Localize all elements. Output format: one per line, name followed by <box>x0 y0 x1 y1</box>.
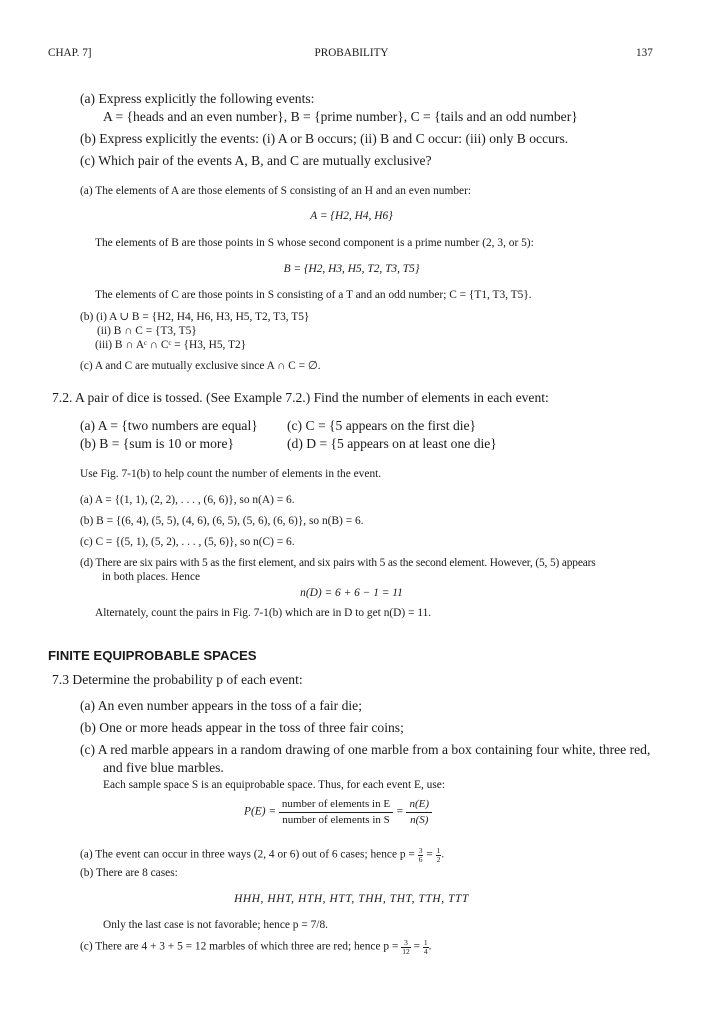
solution-73-a <box>80 847 444 864</box>
formula-numerator: number of elements in E <box>279 798 393 813</box>
problem-71-part-c: (c) Which pair of the events A, B, and C are mutually exclusive? <box>80 153 432 168</box>
formula-lhs: P(E) = <box>244 805 277 818</box>
equals-sign: = <box>426 848 433 861</box>
fraction-3-6 <box>418 847 424 864</box>
solution-72-b: (b) B = {(6, 4), (5, 5), (4, 6), (6, 5), (5, 6), (6, 6)}, so n(B) = 6. <box>80 515 364 527</box>
problem-71-definitions: A = {heads and an even number}, B = {prime number}, C = {tails and an odd number} <box>103 109 578 124</box>
formula-denominator-symbol: n(S) <box>410 813 429 826</box>
problem-72-a: (a) A = {two numbers are equal} <box>80 418 258 433</box>
chapter-label: CHAP. 7] <box>48 47 92 59</box>
problem-73-intro: 7.3 Determine the probability p of each event: <box>52 672 303 687</box>
formula-fraction-symbols <box>406 798 432 826</box>
problem-72-d: (d) D = {5 appears on at least one die} <box>287 436 497 451</box>
problem-73-b: (b) One or more heads appear in the toss of three fair coins; <box>80 720 404 735</box>
fraction-numerator: 1 <box>436 846 441 855</box>
problem-72-b: (b) B = {sum is 10 or more} <box>80 436 234 451</box>
solution-72-d-equation: n(D) = 6 + 6 − 1 = 11 <box>300 587 403 599</box>
formula-equals: = <box>395 805 404 818</box>
solution-71-c-text: The elements of C are those points in S consisting of a T and an odd number; C = {T1, T3, T5}. <box>95 289 532 301</box>
solution-73-b-cases: HHH, HHT, HTH, HTT, THH, THT, TTH, TTT <box>234 893 469 905</box>
solution-71-b-iii: (iii) B ∩ Aᶜ ∩ Cᶜ = {H3, H5, T2} <box>95 339 247 351</box>
fraction-numerator: 3 <box>401 939 411 948</box>
solution-72-alternate: Alternately, count the pairs in Fig. 7-1(b) which are in D to get n(D) = 11. <box>95 607 432 619</box>
problem-71-part-b: (b) Express explicitly the events: (i) A or B occurs; (ii) B and C occur: (iii) only B occurs. <box>80 131 569 146</box>
solution-73-a-text: (a) The event can occur in three ways (2, 4 or 6) out of 6 cases; hence p = <box>80 848 415 861</box>
problem-71-part-a: (a) Express explicitly the following events: <box>80 91 315 106</box>
solution-72-use: Use Fig. 7-1(b) to help count the number of elements in the event. <box>80 468 382 480</box>
solution-72-d-line1: (d) There are six pairs with 5 as the first element, and six pairs with 5 as the second element. However, (5, 5) appears <box>80 557 596 569</box>
fraction-denominator: 4 <box>423 946 428 956</box>
solution-72-c: (c) C = {(5, 1), (5, 2), . . . , (5, 6)}, so n(C) = 6. <box>80 536 295 548</box>
formula-numerator-symbol: n(E) <box>406 798 432 813</box>
formula-fraction-words <box>279 798 393 826</box>
solution-71-c: (c) A and C are mutually exclusive since A ∩ C = ∅. <box>80 360 321 372</box>
solution-73-b: (b) There are 8 cases: <box>80 867 178 879</box>
solution-72-d-line2: in both places. Hence <box>102 571 201 583</box>
page-number: 137 <box>636 47 653 59</box>
problem-72-c: (c) C = {5 appears on the first die} <box>287 418 477 433</box>
fraction-denominator: 12 <box>402 946 410 956</box>
fraction-denominator: 2 <box>436 854 441 864</box>
problem-72-intro: 7.2. A pair of dice is tossed. (See Example 7.2.) Find the number of elements in each event: <box>52 390 549 405</box>
period: . <box>441 848 445 861</box>
solution-71-a-text: (a) The elements of A are those elements of S consisting of an H and an even number: <box>80 185 472 197</box>
probability-formula <box>244 798 432 826</box>
solution-71-b-ii: (ii) B ∩ C = {T3, T5} <box>97 325 197 337</box>
equals-sign: = <box>413 940 420 953</box>
fraction-numerator: 3 <box>418 846 423 855</box>
solution-72-a: (a) A = {(1, 1), (2, 2), . . . , (6, 6)}, so n(A) = 6. <box>80 494 295 506</box>
solution-73-b-conclusion: Only the last case is not favorable; hence p = 7/8. <box>103 919 328 931</box>
formula-denominator: number of elements in S <box>282 813 390 826</box>
solution-71-a-equation: A = {H2, H4, H6} <box>310 210 393 222</box>
solution-71-b-equation: B = {H2, H3, H5, T2, T3, T5} <box>283 263 420 275</box>
problem-73-c-line2: and five blue marbles. <box>103 760 224 775</box>
fraction-numerator: 1 <box>423 938 428 947</box>
period: . <box>428 940 432 953</box>
running-title: PROBABILITY <box>314 47 389 59</box>
solution-73-c-text: (c) There are 4 + 3 + 5 = 12 marbles of which three are red; hence p = <box>80 940 399 953</box>
fraction-3-12 <box>401 939 411 956</box>
solution-73-c <box>80 939 431 956</box>
solution-71-b-text: The elements of B are those points in S whose second component is a prime number (2, 3, or 5): <box>95 237 534 249</box>
solution-73-intro: Each sample space S is an equiprobable space. Thus, for each event E, use: <box>103 779 446 791</box>
problem-73-a: (a) An even number appears in the toss of a fair die; <box>80 698 362 713</box>
problem-73-c-line1: (c) A red marble appears in a random drawing of one marble from a box containing four white, three red, <box>80 742 651 757</box>
solution-71-b-i: (b) (i) A ∪ B = {H2, H4, H6, H3, H5, T2, T3, T5} <box>80 311 310 323</box>
section-heading: FINITE EQUIPROBABLE SPACES <box>48 648 257 663</box>
fraction-denominator: 6 <box>418 854 423 864</box>
